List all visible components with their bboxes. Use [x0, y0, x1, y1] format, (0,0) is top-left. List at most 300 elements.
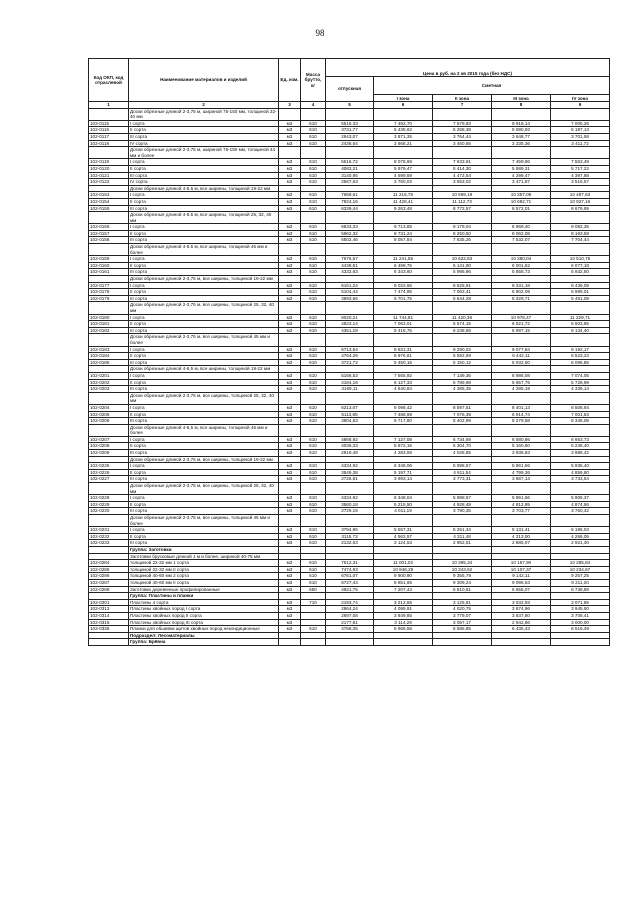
- row-mass: 610: [301, 205, 326, 212]
- table-row: [89, 133, 610, 140]
- header-zone-3: III зона: [492, 95, 551, 102]
- row-zone-3-price: 6 655,07: [492, 586, 551, 593]
- row-unit: м3: [279, 224, 301, 231]
- table-row: [89, 632, 610, 639]
- row-zone-4-price: 3 515,57: [551, 179, 610, 186]
- row-code: 102-0115: [89, 120, 129, 127]
- row-release-price: 4334,92: [326, 495, 374, 502]
- row-name: II сорта: [129, 127, 279, 134]
- table-row: [89, 476, 610, 483]
- row-zone-4-price: 3 071,85: [551, 599, 610, 606]
- row-code: 102-0201: [89, 372, 129, 379]
- row-name: толщиной 40-60 мм II сорта: [129, 579, 279, 586]
- row-mass: 610: [301, 224, 326, 231]
- row-zone-4-price: 6 663,73: [551, 436, 610, 443]
- row-zone-2-price: 5 414,30: [433, 165, 492, 172]
- table-row: [89, 579, 610, 586]
- row-unit: м3: [279, 353, 301, 360]
- row-zone-1-price: 11 216,75: [374, 192, 433, 199]
- row-code: 102-0122: [89, 179, 129, 186]
- row-zone-4-price: 5 196,03: [551, 527, 610, 534]
- row-name: I сорта: [129, 159, 279, 166]
- row-mass: [301, 334, 326, 346]
- row-name: Доски обрезные длиной 2-3,75 м, шириной 75-150 мм, толщиной 32-40 мм: [130, 108, 277, 120]
- row-unit: м3: [279, 501, 301, 508]
- row-zone-1-price: [374, 366, 433, 373]
- row-zone-4-price: 8 679,95: [551, 205, 610, 212]
- row-zone-2-price: 3 125,81: [433, 599, 492, 606]
- row-release-price: [326, 366, 374, 373]
- row-unit: м3: [279, 289, 301, 296]
- row-zone-1-price: [374, 334, 433, 346]
- row-zone-3-price: 7 459,96: [492, 159, 551, 166]
- row-name: Доски обрезные длиной 2-3,75 м, все ширины, толщиной 19-22 мм: [129, 276, 279, 283]
- row-unit: [279, 392, 301, 404]
- row-code: 102-0208: [89, 443, 129, 450]
- row-release-price: 4758,35: [326, 626, 374, 633]
- row-unit: м3: [279, 411, 301, 418]
- row-zone-2-price: 4 020,75: [433, 606, 492, 613]
- row-zone-3-price: [492, 276, 551, 283]
- row-zone-4-price: 3 000,00: [551, 619, 610, 626]
- row-zone-4-price: [551, 147, 610, 159]
- row-mass: 610: [301, 120, 326, 127]
- table-row: [89, 127, 610, 134]
- row-unit: м3: [279, 346, 301, 353]
- row-zone-2-price: 8 597,51: [433, 404, 492, 411]
- row-zone-2-price: [433, 185, 492, 192]
- row-zone-1-price: 5 717,80: [374, 418, 433, 425]
- table-row: [89, 606, 610, 613]
- row-unit: м3: [279, 599, 301, 606]
- row-mass: 610: [301, 192, 326, 199]
- row-zone-4-price: 5 906,37: [551, 495, 610, 502]
- row-name: III сорта: [129, 508, 279, 515]
- row-name: Группа: Пластины и планки: [129, 593, 279, 600]
- row-zone-3-price: 6 902,09: [492, 289, 551, 296]
- row-code: [89, 639, 129, 646]
- row-zone-2-price: 11 112,73: [433, 198, 492, 205]
- row-code: 102-0204: [89, 404, 129, 411]
- row-mass: 610: [301, 262, 326, 269]
- row-zone-4-price: [551, 392, 610, 404]
- column-number: 3: [279, 102, 301, 109]
- row-release-price: 3115,73: [326, 533, 374, 540]
- row-code: [89, 276, 129, 283]
- row-release-price: [326, 456, 374, 463]
- row-code: 102-0228: [89, 495, 129, 502]
- row-release-price: 2132,63: [326, 540, 374, 547]
- row-name: I сорта: [129, 314, 279, 321]
- row-release-price: 7676,57: [326, 256, 374, 263]
- row-zone-3-price: 10 157,90: [492, 560, 551, 567]
- table-row: [89, 212, 610, 224]
- row-name: толщиной 22-32 мм 1 сорта: [129, 560, 279, 567]
- row-zone-2-price: 6 141,90: [433, 262, 492, 269]
- row-mass: 610: [301, 469, 326, 476]
- header-zone-1: I зона: [374, 95, 433, 102]
- row-zone-1-price: [374, 147, 433, 159]
- table-row: [89, 295, 610, 302]
- row-zone-2-price: 2 952,51: [433, 540, 492, 547]
- row-zone-3-price: [492, 185, 551, 192]
- row-unit: м3: [279, 237, 301, 244]
- row-code: 102-0185: [89, 359, 129, 366]
- row-zone-3-price: 4 213,00: [492, 533, 551, 540]
- column-number: 4: [301, 102, 326, 109]
- row-zone-3-price: [492, 456, 551, 463]
- row-zone-2-price: 3 773,31: [433, 476, 492, 483]
- row-unit: м3: [279, 579, 301, 586]
- row-release-price: 7659,61: [326, 192, 374, 199]
- row-zone-4-price: 3 945,50: [551, 606, 610, 613]
- table-row: [89, 366, 610, 373]
- row-zone-3-price: [492, 366, 551, 373]
- row-zone-2-price: 7 633,91: [433, 159, 492, 166]
- row-code: 102-0116: [89, 127, 129, 134]
- row-zone-2-price: 5 268,38: [433, 127, 492, 134]
- row-code: 102-0285: [89, 566, 129, 573]
- row-mass: [301, 185, 326, 192]
- table-row: [89, 237, 610, 244]
- row-zone-3-price: 10 107,37: [492, 566, 551, 573]
- row-unit: [279, 515, 301, 527]
- row-zone-3-price: 3 703,77: [492, 508, 551, 515]
- row-code: 102-0231: [89, 527, 129, 534]
- table-row: [89, 108, 610, 120]
- row-mass: 610: [301, 230, 326, 237]
- row-code: 102-0225: [89, 463, 129, 470]
- row-zone-4-price: 6 516,49: [551, 626, 610, 633]
- table-row: [89, 586, 610, 593]
- row-code: 102-0287: [89, 579, 129, 586]
- row-release-price: 4438,51: [326, 262, 374, 269]
- row-release-price: 6339,44: [326, 205, 374, 212]
- row-zone-1-price: 11 428,41: [374, 198, 433, 205]
- row-mass: 610: [301, 327, 326, 334]
- row-zone-4-price: [551, 456, 610, 463]
- row-code: 102-0157: [89, 230, 129, 237]
- row-mass: 610: [301, 626, 326, 633]
- row-zone-3-price: 3 032,93: [492, 599, 551, 606]
- row-zone-3-price: [492, 147, 551, 159]
- row-zone-2-price: 8 250,50: [433, 230, 492, 237]
- row-name: II сорта: [129, 443, 279, 450]
- row-code: 102-0156: [89, 224, 129, 231]
- row-release-price: 5166,53: [326, 372, 374, 379]
- row-unit: м3: [279, 192, 301, 199]
- row-zone-1-price: 5 701,75: [374, 295, 433, 302]
- row-name: III сорта: [129, 476, 279, 483]
- row-zone-2-price: 10 343,62: [433, 566, 492, 573]
- row-zone-4-price: 6 603,85: [551, 321, 610, 328]
- row-name: Группа: Брёвна: [129, 639, 279, 646]
- row-mass: [301, 456, 326, 463]
- row-unit: м3: [279, 372, 301, 379]
- row-mass: 610: [301, 566, 326, 573]
- row-mass: 610: [301, 386, 326, 393]
- row-zone-2-price: 6 674,15: [433, 321, 492, 328]
- row-release-price: [326, 553, 374, 560]
- row-code: 102-0117: [89, 133, 129, 140]
- row-zone-2-price: [433, 244, 492, 256]
- table-row: [89, 269, 610, 276]
- row-zone-2-price: 9 179,04: [433, 224, 492, 231]
- row-zone-2-price: 5 789,98: [433, 379, 492, 386]
- row-zone-4-price: 3 750,42: [551, 508, 610, 515]
- row-unit: м3: [279, 443, 301, 450]
- row-name: I сорта: [129, 495, 279, 502]
- row-zone-1-price: [374, 639, 433, 646]
- row-name: Планки для обшивки щитов хвойных пород некондиционные: [129, 626, 279, 633]
- row-zone-3-price: 10 380,04: [492, 256, 551, 263]
- row-release-price: 2177,81: [326, 619, 374, 626]
- row-code: 102-0202: [89, 379, 129, 386]
- column-numbers-row: [89, 102, 610, 109]
- row-name: Доски обрезные длиной 4-6,5 м, все ширины, толщиной 19-22 мм: [129, 366, 279, 373]
- row-mass: 610: [301, 127, 326, 134]
- row-release-price: 3731,77: [326, 127, 374, 134]
- table-row: [89, 411, 610, 418]
- row-zone-1-price: 3 993,14: [374, 476, 433, 483]
- row-unit: [279, 212, 301, 224]
- row-release-price: 2193,74: [326, 599, 374, 606]
- row-zone-1-price: 7 488,69: [374, 411, 433, 418]
- row-code: [89, 593, 129, 600]
- row-zone-1-price: 6 343,60: [374, 269, 433, 276]
- row-unit: м3: [279, 179, 301, 186]
- row-zone-1-price: 5 872,16: [374, 443, 433, 450]
- row-code: [89, 456, 129, 463]
- row-unit: м3: [279, 205, 301, 212]
- table-row: [89, 501, 610, 508]
- row-release-price: 6713,54: [326, 346, 374, 353]
- row-zone-1-price: [374, 244, 433, 256]
- row-unit: м3: [279, 533, 301, 540]
- row-mass: 610: [301, 165, 326, 172]
- row-release-price: 2726,81: [326, 476, 374, 483]
- row-name: III сорта: [129, 386, 279, 393]
- row-unit: [279, 546, 301, 553]
- table-row: [89, 276, 610, 283]
- row-release-price: 4764,26: [326, 353, 374, 360]
- row-zone-2-price: [433, 147, 492, 159]
- row-unit: м3: [279, 256, 301, 263]
- row-mass: 610: [301, 579, 326, 586]
- row-zone-3-price: 5 589,31: [492, 165, 551, 172]
- row-mass: 610: [301, 133, 326, 140]
- table-row: [89, 289, 610, 296]
- row-zone-2-price: [433, 456, 492, 463]
- row-release-price: 4332,63: [326, 269, 374, 276]
- header-zone-2: II зона: [433, 95, 492, 102]
- row-zone-3-price: 2 885,07: [492, 540, 551, 547]
- row-zone-4-price: [551, 483, 610, 495]
- row-zone-3-price: 3 874,96: [492, 606, 551, 613]
- table-row: [89, 392, 610, 404]
- row-zone-1-price: 6 348,04: [374, 495, 433, 502]
- table-row: [89, 626, 610, 633]
- row-release-price: 7512,31: [326, 560, 374, 567]
- row-zone-3-price: 7 532,07: [492, 237, 551, 244]
- row-code: [89, 212, 129, 224]
- row-zone-2-price: 4 911,54: [433, 469, 492, 476]
- row-release-price: 6213,07: [326, 404, 374, 411]
- row-zone-3-price: 4 285,19: [492, 386, 551, 393]
- row-zone-2-price: 4 311,48: [433, 533, 492, 540]
- header-zone-4: IV зона: [551, 95, 610, 102]
- row-mass: [301, 639, 326, 646]
- row-name: Доски обрезные длиной 4-6.5 м, все ширины, толщиной 25, 32, 40 мм: [129, 212, 279, 224]
- row-zone-4-price: [551, 553, 610, 560]
- table-row: [89, 372, 610, 379]
- row-release-price: [326, 108, 374, 120]
- row-unit: м3: [279, 159, 301, 166]
- row-zone-3-price: 3 936,83: [492, 450, 551, 457]
- table-row: [89, 456, 610, 463]
- row-zone-3-price: 3 687,13: [492, 476, 551, 483]
- row-zone-4-price: [551, 639, 610, 646]
- row-zone-2-price: 5 995,96: [433, 269, 492, 276]
- row-zone-3-price: 10 978,47: [492, 314, 551, 321]
- row-unit: м3: [279, 359, 301, 366]
- row-name: Доски обрезные длиной 2-3,75 м, все ширины, толщиной 45 мм и более: [129, 515, 279, 527]
- row-mass: [301, 483, 326, 495]
- row-zone-1-price: [374, 276, 433, 283]
- row-zone-4-price: 9 211,20: [551, 579, 610, 586]
- row-code: 102-0229: [89, 501, 129, 508]
- table-header: [89, 59, 610, 109]
- row-release-price: [326, 147, 374, 159]
- row-zone-3-price: 5 858,73: [492, 269, 551, 276]
- row-unit: м3: [279, 327, 301, 334]
- row-unit: м3: [279, 626, 301, 633]
- row-zone-4-price: [551, 108, 610, 120]
- row-unit: м3: [279, 527, 301, 534]
- row-zone-3-price: 3 471,87: [492, 179, 551, 186]
- row-release-price: [326, 632, 374, 639]
- row-zone-3-price: 5 997,15: [492, 327, 551, 334]
- row-zone-2-price: 9 290,02: [433, 346, 492, 353]
- header-unit: Ед. изм.: [279, 59, 301, 102]
- row-name: I сорта: [129, 346, 279, 353]
- row-unit: [279, 108, 301, 120]
- row-zone-4-price: 10 285,84: [551, 560, 610, 567]
- row-zone-1-price: 6 415,76: [374, 327, 433, 334]
- row-release-price: 5502,46: [326, 237, 374, 244]
- row-zone-2-price: 9 355,79: [433, 573, 492, 580]
- row-unit: м3: [279, 418, 301, 425]
- row-zone-2-price: 6 585,85: [433, 626, 492, 633]
- row-zone-1-price: 3 849,85: [374, 612, 433, 619]
- row-release-price: 2567,63: [326, 179, 374, 186]
- row-code: 102-0301: [89, 599, 129, 606]
- row-unit: [279, 302, 301, 314]
- column-number: 9: [551, 102, 610, 109]
- row-release-price: [326, 244, 374, 256]
- row-release-price: 8020,21: [326, 314, 374, 321]
- row-zone-1-price: 9 713,85: [374, 224, 433, 231]
- row-zone-2-price: [433, 334, 492, 346]
- row-code: 102-0160: [89, 262, 129, 269]
- row-zone-4-price: 2 921,40: [551, 540, 610, 547]
- row-unit: м3: [279, 469, 301, 476]
- row-zone-1-price: 7 492,70: [374, 120, 433, 127]
- table-row: [89, 172, 610, 179]
- row-release-price: [326, 546, 374, 553]
- row-name: I сорта: [129, 527, 279, 534]
- table-row: [89, 256, 610, 263]
- row-zone-2-price: 9 309,24: [433, 579, 492, 586]
- row-zone-3-price: [492, 244, 551, 256]
- row-release-price: 5516.33: [326, 120, 374, 127]
- row-zone-4-price: 3 411,72: [551, 140, 610, 147]
- table-row: [89, 244, 610, 256]
- row-mass: [301, 606, 326, 613]
- row-zone-4-price: 5 238,40: [551, 443, 610, 450]
- table-row: [89, 527, 610, 534]
- row-release-price: 2729,15: [326, 508, 374, 515]
- row-zone-4-price: 8 163,59: [551, 230, 610, 237]
- row-unit: м3: [279, 476, 301, 483]
- row-code: [89, 483, 129, 495]
- row-zone-1-price: 6 968,58: [374, 626, 433, 633]
- row-release-price: 4036,33: [326, 443, 374, 450]
- row-unit: [279, 334, 301, 346]
- row-zone-1-price: 5 435,62: [374, 127, 433, 134]
- row-zone-3-price: 4 299,47: [492, 172, 551, 179]
- table-row: [89, 495, 610, 502]
- row-name: II сорта: [129, 411, 279, 418]
- row-code: 102-0336: [89, 626, 129, 633]
- row-zone-4-price: 8 436,09: [551, 282, 610, 289]
- table-row: [89, 553, 610, 560]
- row-name: Доски обрезные длиной 2-3,75 м, все ширины, толщиной 25, 32, 40 мм: [129, 302, 279, 314]
- row-release-price: 4921,75: [326, 586, 374, 593]
- table-row: [89, 353, 610, 360]
- row-code: 102-0179: [89, 295, 129, 302]
- row-zone-4-price: 4 874,56: [551, 501, 610, 508]
- row-release-price: [326, 276, 374, 283]
- row-zone-1-price: 6 127,33: [374, 379, 433, 386]
- table-row: [89, 302, 610, 314]
- table-row: [89, 346, 610, 353]
- row-unit: м3: [279, 560, 301, 567]
- row-release-price: [326, 212, 374, 224]
- row-zone-1-price: [374, 483, 433, 495]
- row-zone-3-price: 8 062,08: [492, 230, 551, 237]
- row-mass: 610: [301, 560, 326, 567]
- row-name: II сорта: [129, 379, 279, 386]
- row-code: 102-0180: [89, 314, 129, 321]
- row-name: III сорта: [129, 172, 279, 179]
- row-zone-4-price: 4 397,88: [551, 172, 610, 179]
- row-name: II сорта: [129, 165, 279, 172]
- page-number: 98: [315, 28, 325, 38]
- row-name: Пластины хвойных пород III сорта: [129, 619, 279, 626]
- row-zone-1-price: [374, 553, 433, 560]
- column-number: 7: [433, 102, 492, 109]
- table-row: [89, 443, 610, 450]
- row-zone-3-price: [492, 639, 551, 646]
- row-zone-3-price: 6 521,72: [492, 321, 551, 328]
- row-mass: 610: [301, 443, 326, 450]
- row-mass: 610: [301, 179, 326, 186]
- row-zone-4-price: 3 708,41: [551, 612, 610, 619]
- row-name: Заготовки деревянные профилированные: [129, 586, 279, 593]
- row-mass: [301, 108, 326, 120]
- row-mass: [301, 276, 326, 283]
